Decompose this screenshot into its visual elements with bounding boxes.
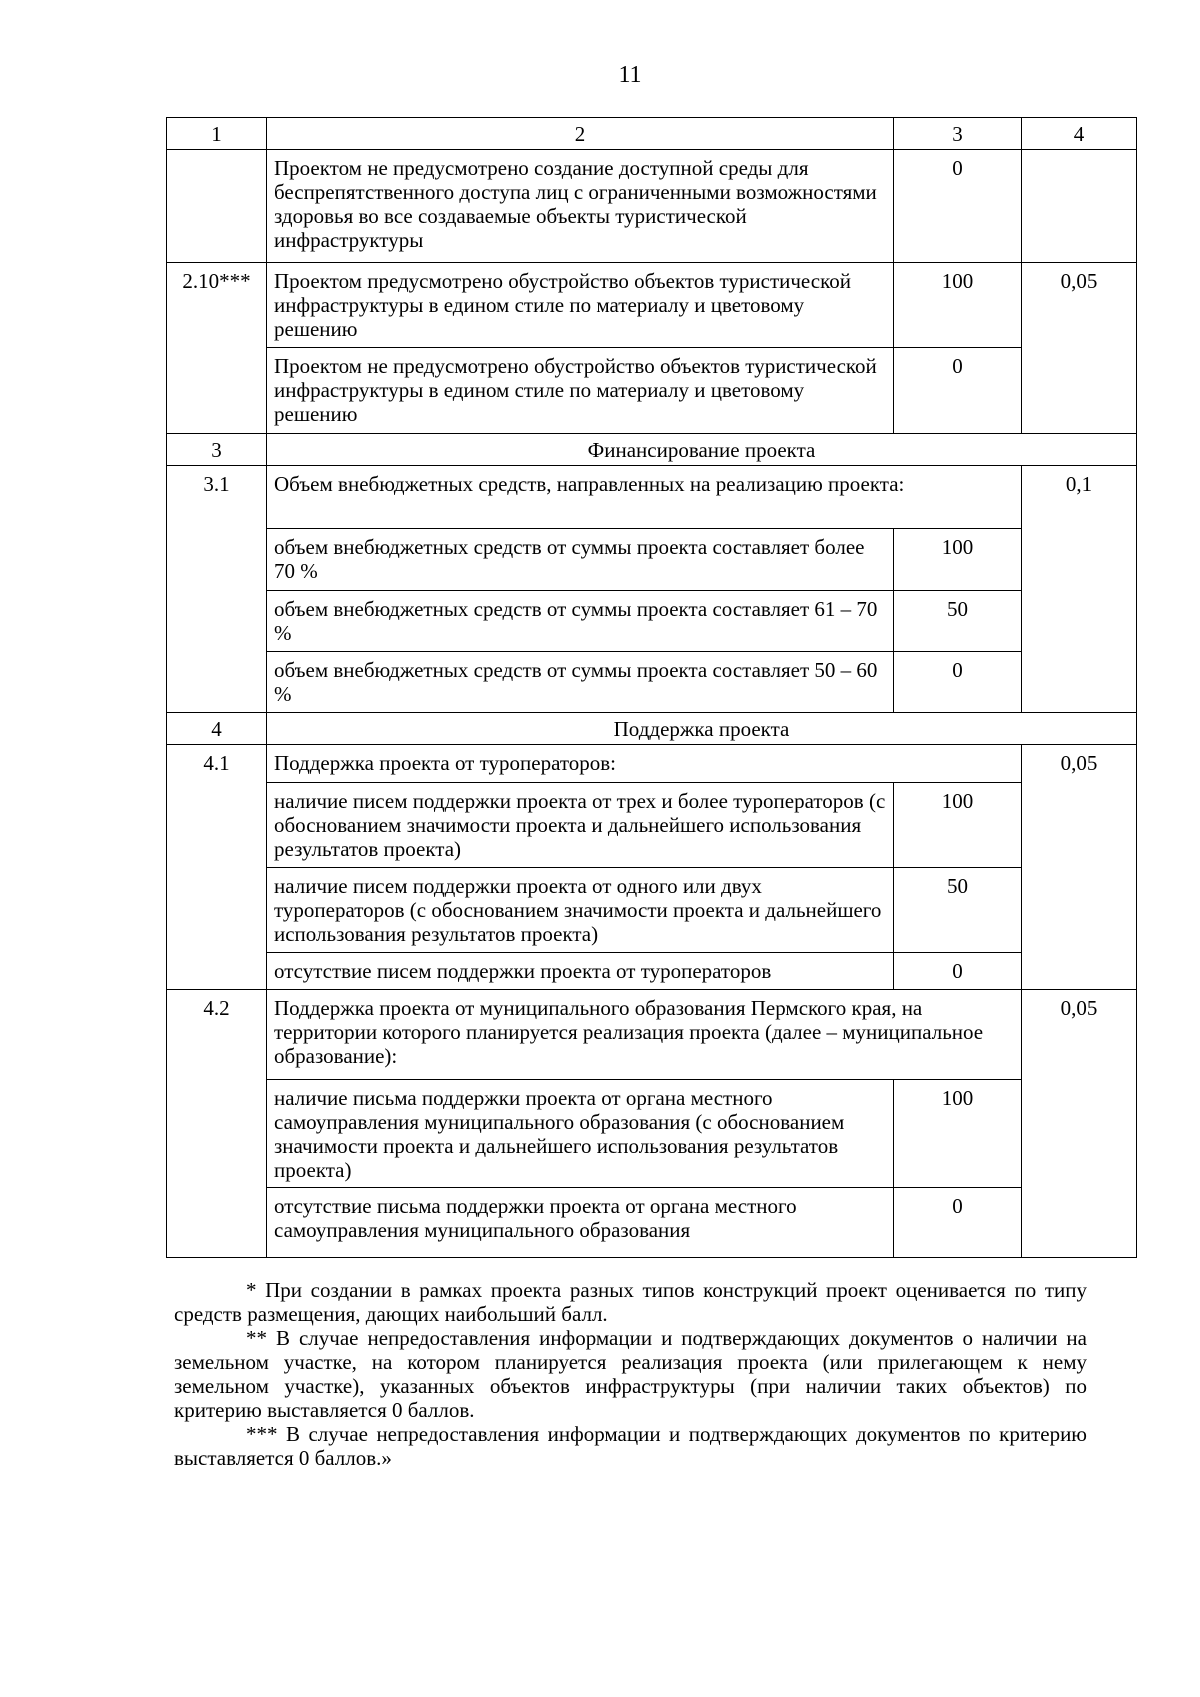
criterion-text: отсутствие писем поддержки проекта от туроператоров [267, 953, 894, 990]
table-row [167, 953, 1137, 990]
criterion-score: 0 [894, 1188, 1022, 1258]
table-row [167, 348, 1137, 434]
criterion-number: 3.1 [167, 466, 267, 713]
column-header-3: 3 [894, 118, 1022, 150]
criterion-number: 4.2 [167, 990, 267, 1258]
table-row [167, 591, 1137, 652]
column-header-1: 1 [167, 118, 267, 150]
table-row [167, 652, 1137, 713]
table-header-row [167, 118, 1137, 150]
criterion-score: 100 [894, 783, 1022, 868]
criterion-text: Поддержка проекта от муниципального образования Пермского края, на территории которого планируется реализация проекта (далее – муниципальное образование): [267, 990, 1022, 1080]
criterion-score: 100 [894, 263, 1022, 348]
table-row [167, 868, 1137, 953]
footnote: * При создании в рамках проекта разных типов конструкций проект оценивается по типу средств размещения, дающих наибольший балл. [174, 1278, 1087, 1326]
table-row [167, 466, 1137, 529]
criterion-text: наличие письма поддержки проекта от органа местного самоуправления муниципального образования (с обоснованием значимости проекта и дальнейшего использования результатов проекта) [267, 1080, 894, 1188]
criterion-number: 4.1 [167, 745, 267, 990]
section-row [167, 434, 1137, 466]
column-header-4: 4 [1022, 118, 1137, 150]
criterion-text: Поддержка проекта от туроператоров: [267, 745, 1022, 783]
table-row [167, 263, 1137, 348]
criterion-text: наличие писем поддержки проекта от одного или двух туроператоров (с обоснованием значимости проекта и дальнейшего использования результатов проекта) [267, 868, 894, 953]
criterion-score: 100 [894, 1080, 1022, 1188]
table-row [167, 1188, 1137, 1258]
criteria-table [166, 117, 1137, 1258]
criterion-text: Объем внебюджетных средств, направленных на реализацию проекта: [267, 466, 1022, 529]
table-row [167, 990, 1137, 1080]
criterion-score: 0 [894, 953, 1022, 990]
page-number: 11 [618, 62, 642, 88]
footnote: *** В случае непредоставления информации и подтверждающих документов по критерию выставляется 0 баллов.» [174, 1422, 1087, 1470]
criterion-text: наличие писем поддержки проекта от трех и более туроператоров (с обоснованием значимости проекта и дальнейшего использования результатов проекта) [267, 783, 894, 868]
criterion-text: Проектом предусмотрено обустройство объектов туристической инфраструктуры в едином стиле по материалу и цветовому решению [267, 263, 894, 348]
criterion-score: 50 [894, 868, 1022, 953]
column-header-2: 2 [267, 118, 894, 150]
criterion-text: объем внебюджетных средств от суммы проекта составляет 61 – 70 % [267, 591, 894, 652]
table-row [167, 1080, 1137, 1188]
criterion-score: 0 [894, 150, 1022, 263]
table-row [167, 150, 1137, 263]
criterion-text: объем внебюджетных средств от суммы проекта составляет 50 – 60 % [267, 652, 894, 713]
section-number: 4 [167, 713, 267, 745]
criterion-text: отсутствие письма поддержки проекта от органа местного самоуправления муниципального образования [267, 1188, 894, 1258]
criterion-score: 0 [894, 348, 1022, 434]
criterion-weight: 0,05 [1022, 263, 1137, 434]
section-row [167, 713, 1137, 745]
criterion-score: 50 [894, 591, 1022, 652]
table-row [167, 529, 1137, 591]
criterion-text: Проектом не предусмотрено создание доступной среды для беспрепятственного доступа лиц с ограниченными возможностями здоровья во все создаваемые объекты туристической инфраструктуры [267, 150, 894, 263]
section-title: Финансирование проекта [267, 434, 1137, 466]
section-title: Поддержка проекта [267, 713, 1137, 745]
section-number: 3 [167, 434, 267, 466]
criterion-weight [1022, 150, 1137, 263]
criterion-weight: 0,05 [1022, 990, 1137, 1258]
criterion-score: 0 [894, 652, 1022, 713]
criterion-number [167, 150, 267, 263]
criterion-weight: 0,1 [1022, 466, 1137, 713]
criterion-text: объем внебюджетных средств от суммы проекта составляет более 70 % [267, 529, 894, 591]
table-row [167, 783, 1137, 868]
footnotes [174, 1278, 1087, 1470]
criterion-score: 100 [894, 529, 1022, 591]
criterion-number: 2.10*** [167, 263, 267, 434]
criterion-text: Проектом не предусмотрено обустройство объектов туристической инфраструктуры в едином стиле по материалу и цветовому решению [267, 348, 894, 434]
footnote: ** В случае непредоставления информации и подтверждающих документов о наличии на земельном участке, на котором планируется реализация проекта (или прилегающем к нему земельном участке), указанных объектов инфраструктуры (при наличии таких объектов) по критерию выставляется 0 баллов. [174, 1326, 1087, 1422]
criterion-weight: 0,05 [1022, 745, 1137, 990]
table-row [167, 745, 1137, 783]
